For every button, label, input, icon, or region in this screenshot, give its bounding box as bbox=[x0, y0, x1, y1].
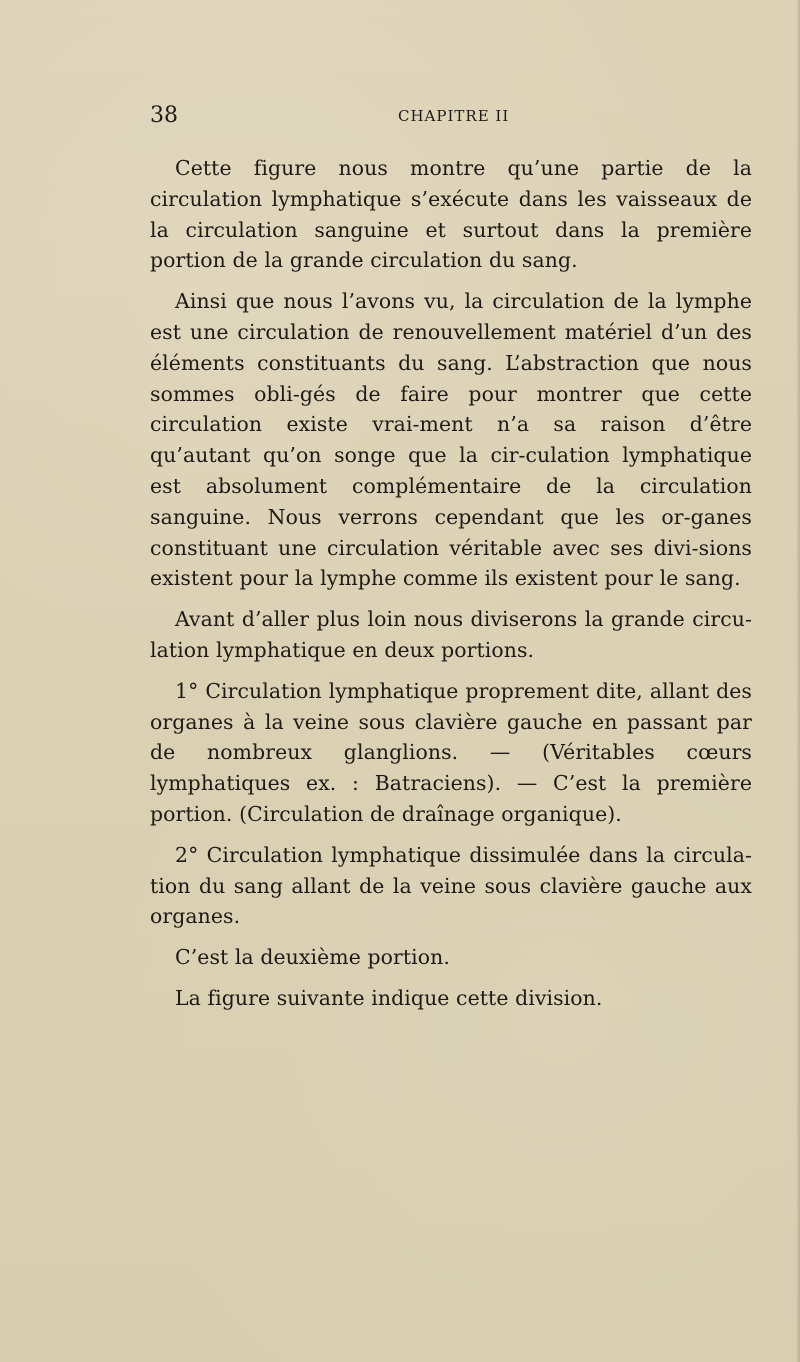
paragraph-5: 2° Circulation lymphatique dissimulée dans la circula-tion du sang allant de la veine sous clavière gauche aux organes. bbox=[150, 842, 752, 929]
page-body bbox=[150, 153, 752, 1024]
running-head bbox=[150, 96, 750, 136]
paragraph-2: Ainsi que nous l’avons vu, la circulation de la lymphe est une circulation de renouvellement matériel d’un des éléments constituants du sang. L’abstraction que nous sommes obli-gés de faire pour montrer que cette circulation existe vrai-ment n’a sa raison d’être qu’autant qu’on songe que la cir-culation lymphatique est absolument complémentaire de la circulation sanguine. Nous verrons cependant que les or-ganes constituant une circulation véritable avec ses divi-sions existent pour la lymphe comme ils existent pour le sang. bbox=[150, 289, 752, 591]
paragraph-3: Avant d’aller plus loin nous diviserons la grande circu-lation lymphatique en deux portions. bbox=[150, 607, 752, 662]
page-number: 38 bbox=[150, 103, 178, 128]
chapter-heading: CHAPITRE II bbox=[398, 107, 510, 125]
page-edge-shadow bbox=[796, 0, 800, 1362]
paragraph-6: C’est la deuxième portion. bbox=[175, 945, 450, 970]
paragraph-4: 1° Circulation lymphatique proprement dite, allant des organes à la veine sous clavière gauche en passant par de nombreux glanglions. — (Véritables cœurs lymphatiques ex. : Batraciens). — C’est la première portion. (Circulation de draînage organique). bbox=[150, 678, 752, 826]
paragraph-1: Cette figure nous montre qu’une partie de la circulation lymphatique s’exécute dans les vaisseaux de la circulation sanguine et surtout dans la première portion de la grande circulation du sang. bbox=[150, 156, 752, 273]
paragraph-7: La figure suivante indique cette division. bbox=[175, 985, 603, 1010]
